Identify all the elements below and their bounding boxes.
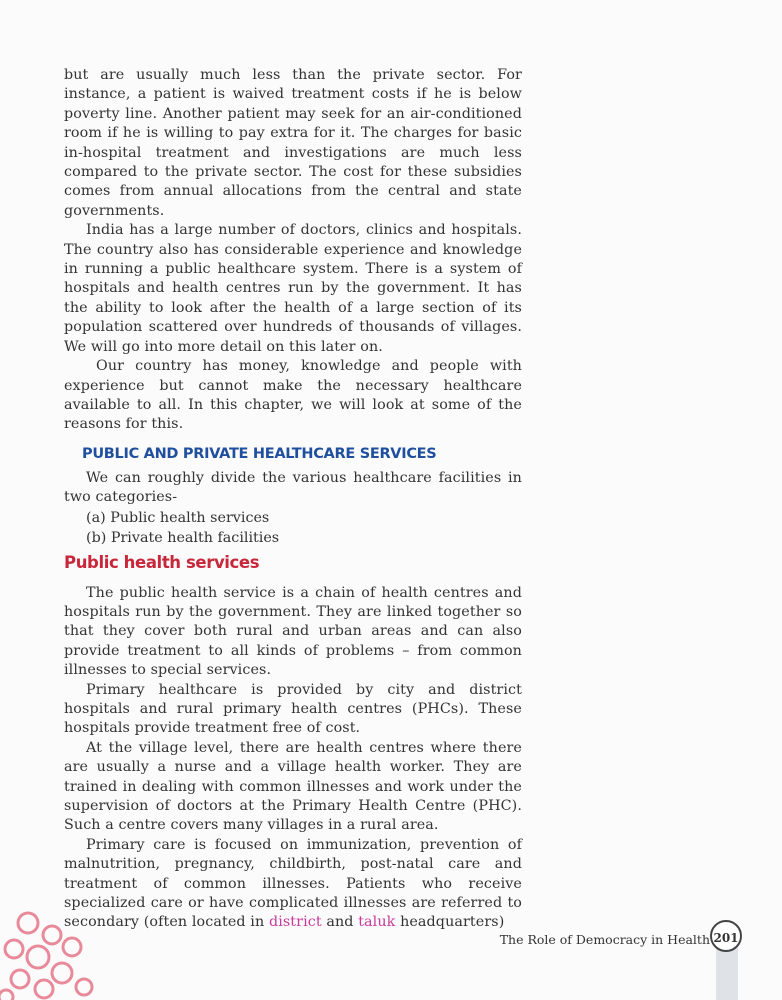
page-number-tab	[716, 948, 738, 1000]
section-heading: PUBLIC AND PRIVATE HEALTHCARE SERVICES	[82, 445, 437, 462]
section-intro: We can roughly divide the various healthcare facilities in two categories-	[64, 469, 522, 506]
decorative-circles-icon	[0, 905, 110, 1000]
text-segment: Primary care is focused on immunization, prevention of malnutrition, pregnancy, childbirth, post-natal care and treatment of common illnesses. Patients who receive specialized care or have complicated illnesses are referred to secondary (often located in	[64, 836, 522, 931]
paragraph-public-1: The public health service is a chain of health centres and hospitals run by the government. They are linked together so that they cover both rural and urban areas and can also provide treatment to all kinds of problems – from common illnesses to special services.	[64, 584, 522, 679]
glossary-term-district: district	[268, 914, 322, 931]
paragraph-2: India has a large number of doctors, clinics and hospitals. The country also has considerable experience and knowledge in running a public healthcare system. There is a system of hospitals and health centres run by the government. It has the ability to look after the health of a large section of its population scattered over hundreds of thousands of villages. We will go into more detail on this later on.	[64, 222, 522, 355]
paragraph-public-4	[64, 836, 522, 933]
subheading-public-health: Public health services	[64, 552, 260, 572]
glossary-term-taluk: taluk	[358, 914, 396, 931]
paragraph-1: but are usually much less than the private sector. For instance, a patient is waived treatment costs if he is below poverty line. Another patient may seek for an air-conditioned room if he is willing to pay extra for it. The charges for basic in-hospital treatment and investigations are much less compared to the private sector. The cost for these subsidies comes from annual allocations from the central and state governments.	[64, 67, 522, 219]
category-item-b: (b) Private health facilities	[86, 529, 280, 546]
footer-chapter-title: The Role of Democracy in Health	[499, 932, 710, 947]
page-number: 201	[710, 920, 742, 952]
paragraph-3: Our country has money, knowledge and people with experience but cannot make the necessary healthcare available to all. In this chapter, we will look at some of the reasons for this.	[64, 358, 522, 433]
paragraph-public-3: At the village level, there are health centres where there are usually a nurse and a village health worker. They are trained in dealing with common illnesses and work under the supervision of doctors at the Primary Health Centre (PHC). Such a centre covers many villages in a rural area.	[64, 739, 522, 834]
paragraph-public-2: Primary healthcare is provided by city and district hospitals and rural primary health centres (PHCs). These hospitals provide treatment free of cost.	[64, 681, 522, 737]
category-item-a: (a) Public health services	[86, 509, 270, 526]
text-segment: and	[321, 914, 359, 931]
page-content	[64, 66, 522, 933]
text-segment: headquarters)	[395, 914, 505, 931]
